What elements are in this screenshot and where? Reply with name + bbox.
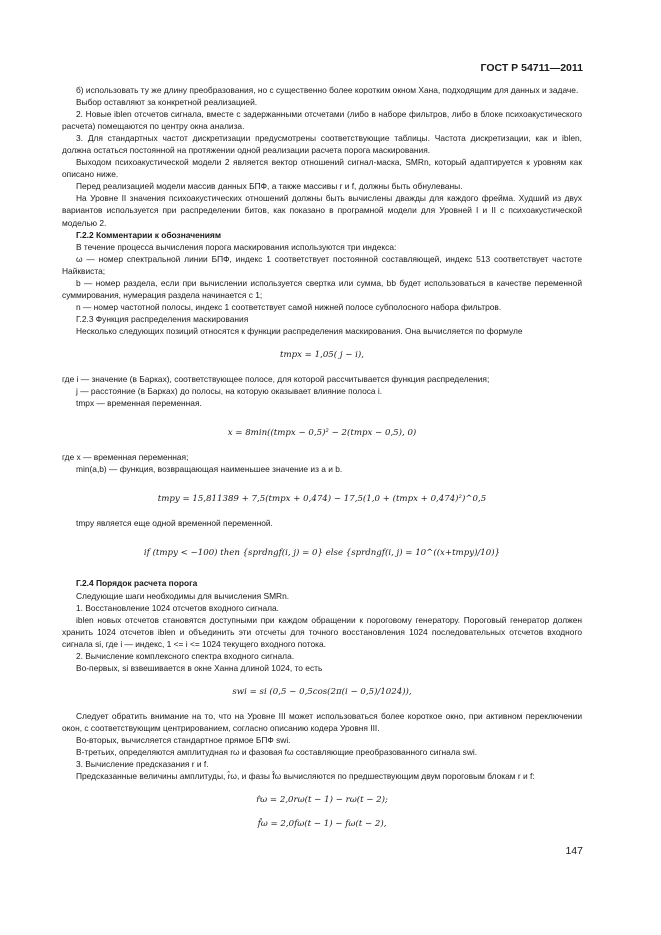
paragraph: j — расстояние (в Барках) до полосы, на которую оказывает влияние полоса i. — [76, 386, 383, 397]
paragraph: 2. Вычисление комплексного спектра входного сигнала. — [76, 650, 295, 661]
paragraph: В-третьих, определяются амплитудная rω и фазовая fω составляющие преобразованного сигнала swi. — [76, 747, 478, 758]
paragraph: б) использовать ту же длину преобразования, но с существенно более коротким окном Хана, подходящим для данных и задаче. — [76, 85, 579, 95]
paragraph: 3. Вычисление предсказания r и f. — [76, 759, 209, 770]
paragraph: Несколько следующих позиций относятся к функции распределения маскирования. Она вычисляется по формуле — [76, 325, 523, 336]
spacer — [62, 439, 582, 451]
page-number: 147 — [565, 845, 583, 857]
paragraph: Предсказанные величины амплитуды, r̂ω, и фазы f̂ω вычисляются по предшествующим двум пороговым блокам r и f: — [76, 771, 535, 782]
paragraph: На Уровне II значения психоакустических отношений должны быть вычислены дважды для каждого фрейма. Худший из двух вариантов используется при распределении битов, как показано в програмной модели для Уровней I и II с психоакустической моделью 2. — [62, 193, 582, 228]
paragraph: iblen новых отсчетов становятся доступными при каждом обращении к пороговому генератору. Пороговый генератор должен хранить 1024 отсчетов iblen и объединить эти отсчеты для точного восстановления 1024 последовательных отсчетов входного сигнала si, где i — индекс, 1 <= i <= 1024 текущего входного потока. — [62, 614, 582, 649]
spacer — [62, 674, 582, 686]
paragraph: n — номер частотной полосы, индекс 1 соответствует самой нижней полосе субполосного набора фильтров. — [76, 301, 502, 312]
equation-sw: swi = si (0,5 − 0,5cos(2π(i − 0,5)/1024)), — [232, 686, 412, 697]
paragraph: tmpy является еще одной временной переменной. — [76, 518, 273, 529]
paragraph: 3. Для стандартных частот дискретизации предусмотрены соответствующие таблицы. Частота дискретизации, как и iblen, должна остаться постоянной на протяжении одной реализации расчета порога маскирования. — [62, 133, 582, 156]
spacer — [62, 409, 582, 427]
equation-sprdngf: if (tmpy < −100) then {sprdngf(i, j) = 0} else {sprdngf(i, j) = 10^((x+tmpy)/10)} — [143, 548, 501, 559]
spacer — [62, 698, 582, 710]
equation-tmpy: tmpy = 15,811389 + 7,5(tmpx + 0,474) − 17,5(1,0 + (tmpx + 0,474)²)^0,5 — [157, 494, 487, 505]
equation-tmpx: tmpx = 1,05( j − i), — [280, 349, 364, 360]
spacer — [62, 475, 582, 493]
equation-f-pred: f̂ω = 2,0fω(t − 1) − fω(t − 2), — [257, 819, 387, 830]
document-body — [62, 84, 582, 830]
equation-r-pred: r̂ω = 2,0rω(t − 1) − rω(t − 2); — [256, 795, 388, 806]
paragraph: 2. Новые iblen отсчетов сигнала, вместе с задержанными отсчетами (либо в наборе фильтров, либо в блоке психоакустического расчета) помещаются по центру окна анализа. — [62, 109, 582, 132]
spacer — [62, 782, 582, 794]
paragraph: 1. Восстановление 1024 отсчетов входного сигнала. — [76, 602, 280, 613]
paragraph: ω — номер спектральной линии БПФ, индекс 1 соответствует постоянной составляющей, индекс 513 соответствует частоте Найквиста; — [62, 253, 582, 276]
paragraph: где x — временная переменная; — [62, 452, 189, 463]
paragraph: Перед реализацией модели массив данных БПФ, а также массивы r и f, должны быть обнулеваны. — [76, 181, 463, 192]
paragraph: b — номер раздела, если при вычислении используется свертка или сумма, bb будет использоваться в качестве переменной суммирования, нумерация раздела начинается с 1; — [62, 277, 582, 300]
document-header: ГОСТ Р 54711—2011 — [480, 62, 583, 74]
paragraph: В течение процесса вычисления порога маскирования используются три индекса: — [76, 241, 397, 252]
paragraph: Следующие шаги необходимы для вычисления SMRn. — [76, 590, 290, 601]
paragraph: Выбор оставляют за конкретной реализацией. — [76, 97, 258, 108]
paragraph: Выходом психоакустической модели 2 является вектор отношений сигнал-маска, SMRn, который адаптируется к уровням как описано ниже. — [62, 157, 582, 180]
spacer — [62, 361, 582, 373]
paragraph: tmpx — временная переменная. — [76, 398, 202, 409]
spacer — [62, 337, 582, 349]
spacer — [62, 559, 582, 577]
spacer — [62, 806, 582, 818]
section-heading: Г.2.3 Функция распределения маскирования — [76, 313, 249, 324]
section-heading: Г.2.4 Порядок расчета порога — [76, 578, 198, 589]
equation-x: x = 8min((tmpx − 0,5)² − 2(tmpx − 0,5), 0) — [227, 428, 417, 439]
paragraph: Во-вторых, вычисляется стандартное прямое БПФ swi. — [76, 734, 291, 745]
spacer — [62, 529, 582, 547]
paragraph: Следует обратить внимание на то, что на Уровне III может использоваться более короткое окно, при активном переключении окон, с соответствующим центрированием, согласно описанию кодера Уровня III. — [62, 710, 582, 733]
spacer — [62, 505, 582, 517]
paragraph: Во-первых, si взвешивается в окне Ханна длиной 1024, то есть — [76, 662, 323, 673]
paragraph: где i — значение (в Барках), соответствующее полосе, для которой рассчитывается функция распределения; — [62, 374, 490, 385]
section-heading: Г.2.2 Комментарии к обозначениям — [76, 229, 222, 240]
paragraph: min(a,b) — функция, возвращающая наименьшее значение из a и b. — [76, 464, 343, 475]
